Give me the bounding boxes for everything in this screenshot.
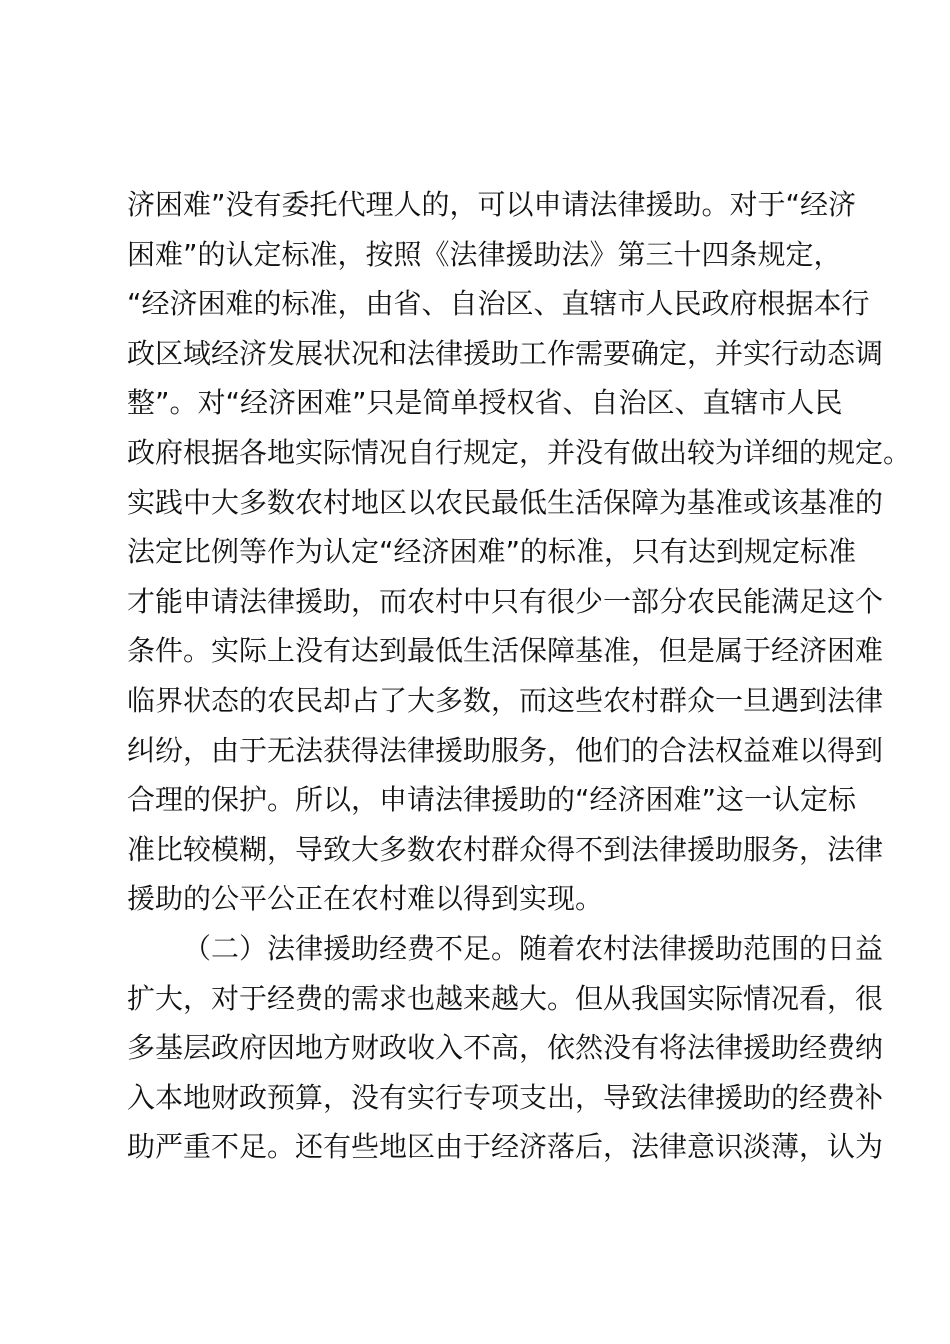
text-line: 准比较模糊，导致大多数农村群众得不到法律援助服务，法律 xyxy=(127,832,884,866)
text-line: 临界状态的农民却占了大多数，而这些农村群众一旦遇到法律 xyxy=(127,683,884,717)
text-line: 合理的保护。所以，申请法律援助的“经济困难”这一认定标 xyxy=(127,783,857,817)
text-line: 困难”的认定标准，按照《法律援助法》第三十四条规定， xyxy=(127,237,842,271)
text-line: 援助的公平公正在农村难以得到实现。 xyxy=(127,882,604,916)
section-heading-line: （二）法律援助经费不足。随着农村法律援助范围的日益 xyxy=(183,931,884,965)
text-line: 政区域经济发展状况和法律援助工作需要确定，并实行动态调 xyxy=(127,336,884,370)
text-line: 扩大，对于经费的需求也越来越大。但从我国实际情况看，很 xyxy=(127,981,884,1015)
text-line: 纠纷，由于无法获得法律援助服务，他们的合法权益难以得到 xyxy=(127,733,884,767)
text-line: 政府根据各地实际情况自行规定，并没有做出较为详细的规定。 xyxy=(127,435,912,469)
text-line: 实践中大多数农村地区以农民最低生活保障为基准或该基准的 xyxy=(127,485,884,519)
text-line: 法定比例等作为认定“经济困难”的标准，只有达到规定标准 xyxy=(127,535,857,569)
text-line: 济困难”没有委托代理人的，可以申请法律援助。对于“经济 xyxy=(127,188,857,221)
text-line: 入本地财政预算，没有实行专项支出，导致法律援助的经费补 xyxy=(127,1080,884,1114)
text-line: 多基层政府因地方财政收入不高，依然没有将法律援助经费纳 xyxy=(127,1031,884,1065)
text-line: “经济困难的标准，由省、自治区、直辖市人民政府根据本行 xyxy=(127,287,870,321)
body-text xyxy=(127,180,912,1172)
text-line: 整”。对“经济困难”只是简单授权省、自治区、直辖市人民 xyxy=(127,386,843,420)
text-line: 条件。实际上没有达到最低生活保障基准，但是属于经济困难 xyxy=(127,634,884,668)
text-line: 才能申请法律援助，而农村中只有很少一部分农民能满足这个 xyxy=(127,584,884,618)
text-line: 助严重不足。还有些地区由于经济落后，法律意识淡薄，认为 xyxy=(127,1130,884,1164)
